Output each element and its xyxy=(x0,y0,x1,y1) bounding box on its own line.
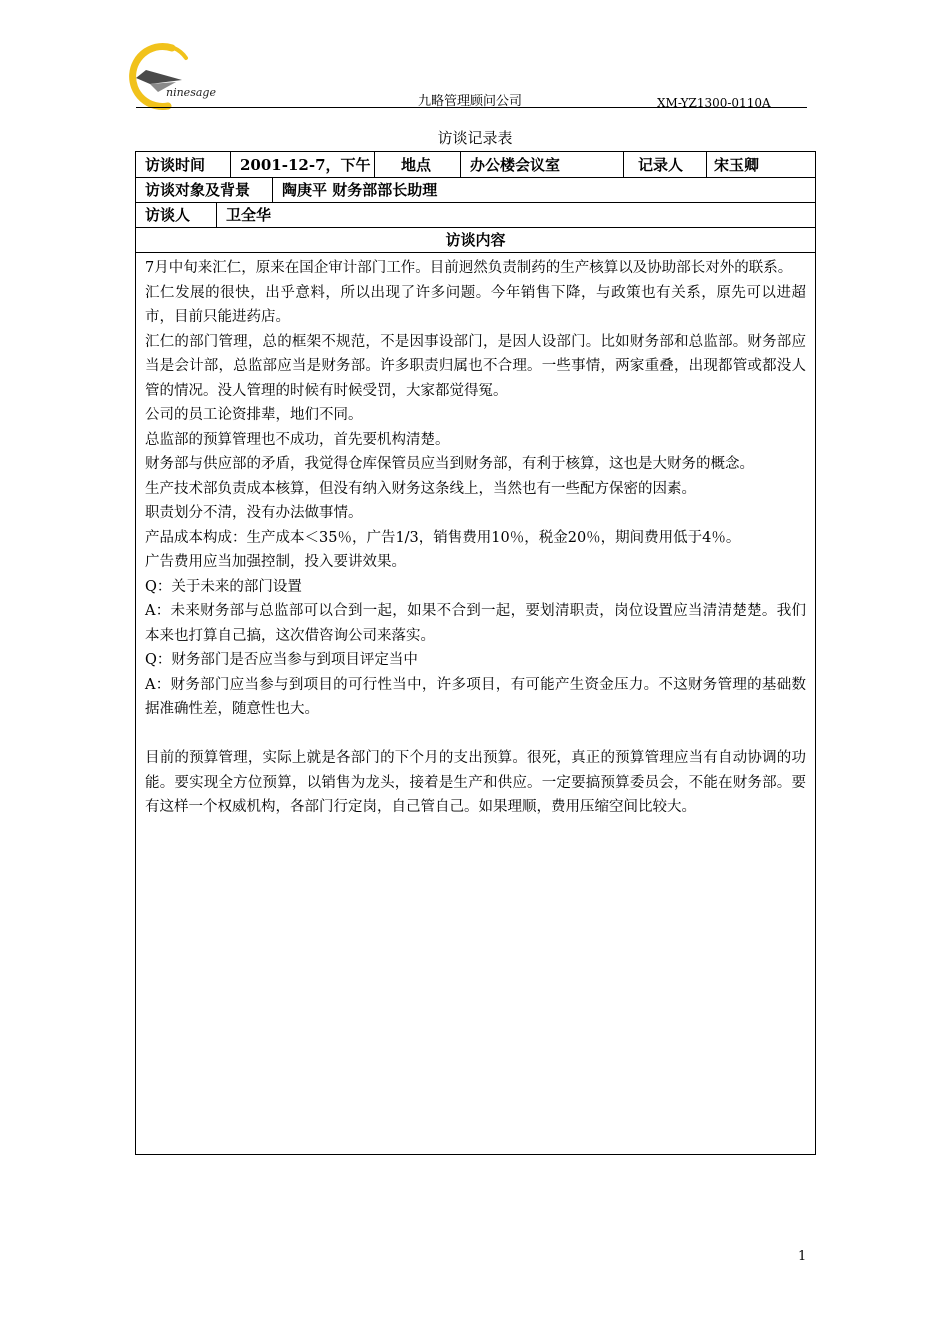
paragraph: 广告费用应当加强控制，投入要讲效果。 xyxy=(145,554,406,570)
answer: A：财务部门应当参与到项目的可行性当中，许多项目，有可能产生资金压力。不这财务管理的基础数据准确性差，随意性也大。 xyxy=(145,676,806,717)
place-label: 地点 xyxy=(401,156,432,174)
paragraph: 产品成本构成：生产成本＜35％，广告1/3，销售费用10％，税金20％，期间费用低于4％。 xyxy=(145,529,741,546)
place-value: 办公楼会议室 xyxy=(470,156,561,174)
interviewer-label: 访谈人 xyxy=(145,206,191,224)
row-subject xyxy=(136,177,815,203)
document-number: XM-YZ1300-0110A xyxy=(657,96,771,110)
paragraph: 公司的员工论资排辈，地们不同。 xyxy=(145,407,363,423)
row-content-heading xyxy=(136,227,815,253)
paragraph: 汇仁发展的很快，出乎意料，所以出现了许多问题。今年销售下降，与政策也有关系，原先可以进超市，目前只能进药店。 xyxy=(145,284,806,325)
divider xyxy=(706,152,707,177)
divider xyxy=(374,152,375,177)
time-label: 访谈时间 xyxy=(145,156,206,174)
interview-content xyxy=(145,256,806,820)
paragraph: 总监部的预算管理也不成功，首先要机构清楚。 xyxy=(145,431,450,448)
interviewer-value: 卫全华 xyxy=(226,206,272,224)
recorder-label: 记录人 xyxy=(638,156,684,174)
divider xyxy=(230,152,231,177)
answer: A：未来财务部与总监部可以合到一起，如果不合到一起，要划清职责，岗位设置应当清清楚楚。我们本来也打算自己搞，这次借咨询公司来落实。 xyxy=(145,603,806,644)
subject-label: 访谈对象及背景 xyxy=(145,181,251,199)
question: Q：财务部门是否应当参与到项目评定当中 xyxy=(145,652,418,668)
time-value: 2001-12-7，下午 xyxy=(240,156,371,174)
paragraph: 7月中旬来汇仁，原来在国企审计部门工作。目前迥然负责制药的生产核算以及协助部长对外的联系。 xyxy=(145,260,793,276)
logo-text: ninesage xyxy=(166,86,216,99)
paragraph: 汇仁的部门管理，总的框架不规范，不是因事设部门，是因人设部门。比如财务部和总监部。财务部应当是会计部，总监部应当是财务部。许多职责归属也不合理。一些事情，两家重叠，出现都管或都没人管的情况。没人管理的时候有时候受罚，大家都觉得冤。 xyxy=(145,333,806,399)
company-logo xyxy=(128,40,228,110)
subject-value: 陶庚平 财务部部长助理 xyxy=(282,181,438,199)
divider xyxy=(460,152,461,177)
row-interviewer xyxy=(136,202,815,228)
page-number: 1 xyxy=(798,1249,807,1264)
row-time-place-recorder xyxy=(136,152,815,178)
paragraph: 目前的预算管理，实际上就是各部门的下个月的支出预算。很死，真正的预算管理应当有自动协调的功能。要实现全方位预算，以销售为龙头，接着是生产和供应。一定要搞预算委员会，不能在财务部。要有这样一个权威机构，各部门行定岗，自己管自己。如果理顺，费用压缩空间比较大。 xyxy=(145,750,806,815)
blank-line xyxy=(145,722,806,747)
paragraph: 财务部与供应部的矛盾，我觉得仓库保管员应当到财务部，有利于核算，这也是大财务的概念。 xyxy=(145,456,754,472)
question: Q：关于未来的部门设置 xyxy=(145,578,302,595)
recorder-value: 宋玉卿 xyxy=(714,156,760,174)
divider xyxy=(623,152,624,177)
content-label: 访谈内容 xyxy=(445,231,506,249)
form-title: 访谈记录表 xyxy=(437,129,513,147)
divider xyxy=(272,177,273,202)
divider xyxy=(216,202,217,227)
company-name: 九略管理顾问公司 xyxy=(418,94,523,109)
paragraph: 生产技术部负责成本核算，但没有纳入财务这条线上，当然也有一些配方保密的因素。 xyxy=(145,480,696,497)
header-divider xyxy=(136,107,807,108)
interview-form xyxy=(135,151,816,1155)
paragraph: 职责划分不清，没有办法做事情。 xyxy=(145,505,363,521)
